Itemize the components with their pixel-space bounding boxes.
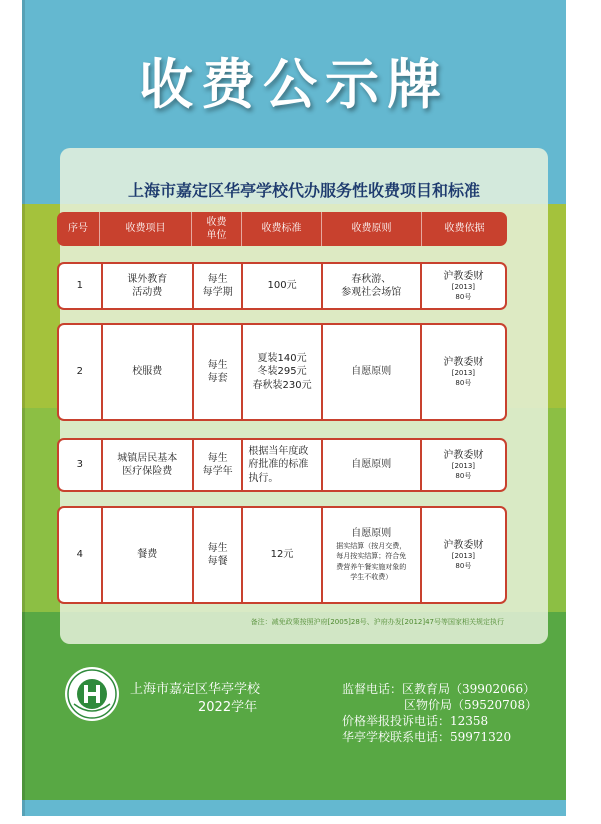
row-index: 2 bbox=[76, 366, 83, 378]
school-year: 2022学年 bbox=[198, 700, 258, 715]
row-index: 3 bbox=[76, 459, 83, 471]
row-standard: 根据当年度政 府批准的标准 执行。 bbox=[241, 440, 320, 490]
row-basis: 沪教委财 [2013] 80号 bbox=[420, 508, 505, 602]
row-item: 校服费 bbox=[101, 325, 192, 419]
row-basis: 沪教委财 [2013] 80号 bbox=[420, 440, 505, 490]
row-unit: 每生 每学期 bbox=[192, 264, 242, 308]
table-row bbox=[57, 323, 507, 421]
row-principle: 自愿原则 据实结算（按月交费， 每月按实结算；符合免 费营养午餐实施对象的 学生不收费） bbox=[321, 508, 420, 602]
fee-note: 备注：减免政策按照沪府[2005]28号、沪府办发[2012]47号等国家相关规定执行 bbox=[250, 618, 504, 626]
contact-school: 华亭学校联系电话：59971320 bbox=[342, 730, 512, 744]
header-index: 序号 bbox=[68, 223, 88, 235]
contact-supervision: 监督电话：区教育局（39902066） bbox=[342, 682, 536, 696]
row-standard: 夏装140元 冬装295元 春秋装230元 bbox=[241, 325, 320, 419]
contact-price-bureau: 区物价局（59520708） bbox=[404, 698, 538, 712]
poster-edge-shadow bbox=[22, 0, 25, 816]
header-item: 收费项目 bbox=[99, 212, 191, 246]
row-item: 餐费 bbox=[101, 508, 192, 602]
table-row bbox=[57, 438, 507, 492]
row-standard: 100元 bbox=[241, 264, 320, 308]
table-header bbox=[57, 212, 507, 246]
row-basis: 沪教委财 [2013] 80号 bbox=[420, 325, 505, 419]
row-unit: 每生 每餐 bbox=[192, 508, 242, 602]
row-unit: 每生 每学年 bbox=[192, 440, 242, 490]
row-principle: 春秋游、 参观社会场馆 bbox=[321, 264, 420, 308]
card-subtitle: 上海市嘉定区华亭学校代办服务性收费项目和标准 bbox=[127, 181, 480, 200]
table-row bbox=[57, 262, 507, 310]
header-unit: 收费 单位 bbox=[191, 212, 241, 246]
poster-title: 收费公示牌 bbox=[139, 53, 449, 116]
row-standard: 12元 bbox=[241, 508, 320, 602]
row-index: 4 bbox=[76, 549, 83, 561]
band-blue-bottom bbox=[22, 800, 566, 816]
row-index: 1 bbox=[76, 280, 83, 292]
row-principle: 自愿原则 bbox=[321, 325, 420, 419]
contact-complaint: 价格举报投诉电话：12358 bbox=[342, 714, 489, 728]
row-item: 城镇居民基本 医疗保险费 bbox=[101, 440, 192, 490]
row-unit: 每生 每套 bbox=[192, 325, 242, 419]
row-item: 课外教育 活动费 bbox=[101, 264, 192, 308]
header-basis: 收费依据 bbox=[421, 212, 507, 246]
row-basis: 沪教委财 [2013] 80号 bbox=[420, 264, 505, 308]
header-principle: 收费原则 bbox=[321, 212, 421, 246]
header-standard: 收费标准 bbox=[241, 212, 321, 246]
school-emblem-icon bbox=[64, 666, 120, 722]
school-name: 上海市嘉定区华亭学校 bbox=[130, 682, 261, 697]
row-principle: 自愿原则 bbox=[321, 440, 420, 490]
table-row bbox=[57, 506, 507, 604]
